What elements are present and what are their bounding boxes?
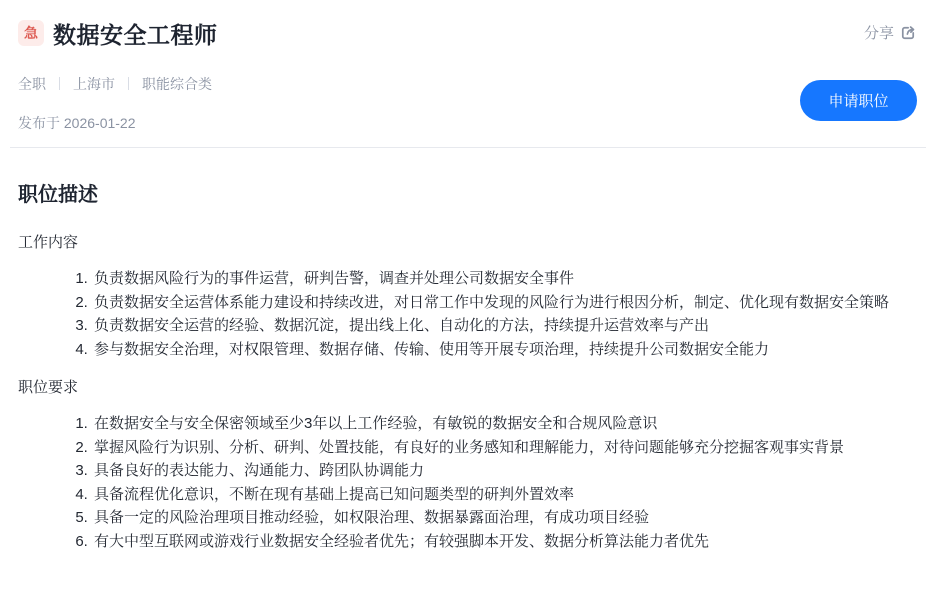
tag-employment-type: 全职 <box>18 75 46 92</box>
work-content-list <box>18 267 918 361</box>
list-item: 3. 负责数据安全运营的经验、数据沉淀，提出线上化、自动化的方法，持续提升运营效率与产出 <box>92 314 918 338</box>
job-description-heading: 职位描述 <box>18 184 98 206</box>
apply-button[interactable]: 申请职位 <box>800 80 917 121</box>
list-item: 3. 具备良好的表达能力、沟通能力、跨团队协调能力 <box>92 459 918 483</box>
tag-divider <box>128 77 129 90</box>
header-divider <box>10 147 926 148</box>
tag-divider <box>59 77 60 90</box>
tag-location: 上海市 <box>73 75 115 92</box>
list-item: 5. 具备一定的风险治理项目推动经验，如权限治理、数据暴露面治理，有成功项目经验 <box>92 506 918 530</box>
job-requirements-list <box>18 412 918 553</box>
job-meta-tags <box>18 75 918 92</box>
tag-category: 职能综合类 <box>142 75 212 92</box>
list-item: 2. 掌握风险行为识别、分析、研判、处置技能，有良好的业务感知和理解能力，对待问题能够充分挖掘客观事实背景 <box>92 436 918 460</box>
list-item: 1. 在数据安全与安全保密领域至少3年以上工作经验，有敏锐的数据安全和合规风险意识 <box>92 412 918 436</box>
title-row <box>18 18 918 48</box>
list-item: 4. 具备流程优化意识，不断在现有基础上提高已知问题类型的研判外置效率 <box>92 483 918 507</box>
job-header <box>0 0 936 130</box>
list-item: 1. 负责数据风险行为的事件运营，研判告警，调查并处理公司数据安全事件 <box>92 267 918 291</box>
share-label: 分享 <box>863 25 894 42</box>
share-button[interactable] <box>864 22 917 43</box>
urgent-badge: 急 <box>18 20 44 46</box>
list-item: 2. 负责数据安全运营体系能力建设和持续改进，对日常工作中发现的风险行为进行根因分析，制定、优化现有数据安全策略 <box>92 291 918 315</box>
list-item: 6. 有大中型互联网或游戏行业数据安全经验者优先；有较强脚本开发、数据分析算法能力者优先 <box>92 530 918 554</box>
publish-date: 发布于 2026-01-22 <box>18 115 136 131</box>
job-requirements-subheading: 职位要求 <box>18 379 79 396</box>
page-title: 数据安全工程师 <box>53 21 218 48</box>
share-icon <box>899 24 917 42</box>
job-description-body <box>0 182 936 553</box>
work-content-subheading: 工作内容 <box>18 234 79 251</box>
list-item: 4. 参与数据安全治理，对权限管理、数据存储、传输、使用等开展专项治理，持续提升公司数据安全能力 <box>92 338 918 362</box>
